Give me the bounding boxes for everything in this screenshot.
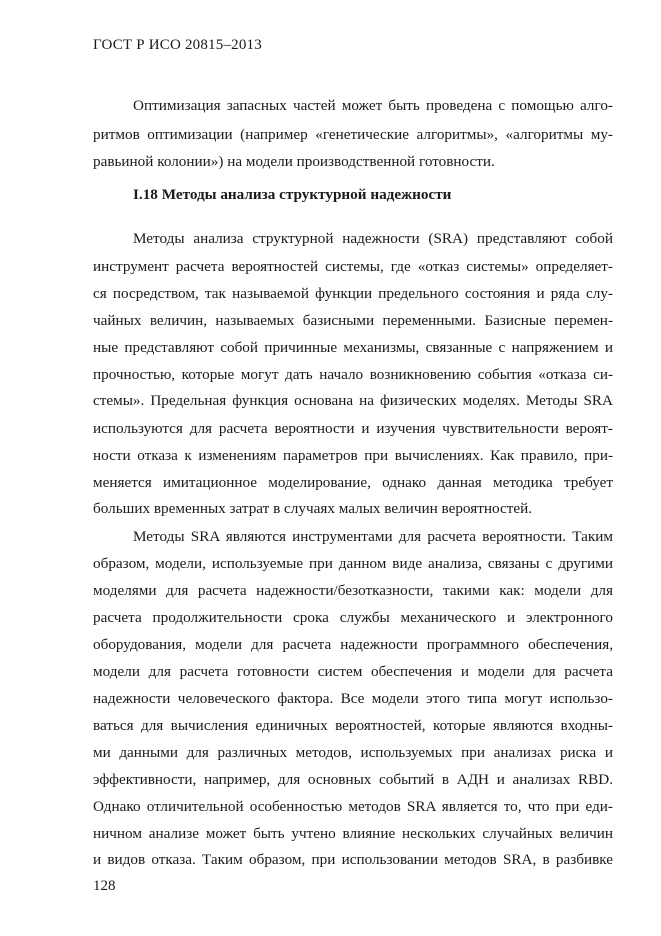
paragraph2-line: ми данными для различных методов, используемых при анализах риска и bbox=[93, 744, 613, 761]
paragraph2-line: моделями для расчета надежности/безотказности, такими как: модели для bbox=[93, 582, 613, 599]
paragraph2-line: оборудования, модели для расчета надежности программного обеспечения, bbox=[93, 636, 613, 653]
paragraph1-line: прочностью, которые могут дать начало возникновению события «отказа си- bbox=[93, 366, 613, 383]
paragraph1-line: стемы». Предельная функция основана на физических моделях. Методы SRA bbox=[93, 392, 613, 409]
paragraph1-line: ся посредством, так называемой функции предельного состояния и ряда слу- bbox=[93, 285, 613, 302]
running-header: ГОСТ Р ИСО 20815–2013 bbox=[93, 37, 262, 53]
page-number: 128 bbox=[93, 878, 116, 894]
paragraph1-line: Методы анализа структурной надежности (SRA) представляют собой bbox=[133, 230, 613, 247]
paragraph2-line: модели для расчета готовности систем обеспечения и модели для расчета bbox=[93, 663, 613, 680]
paragraph1-line: ные представляют собой причинные механизмы, связанные с напряжением и bbox=[93, 339, 613, 356]
paragraph2-line: Методы SRA являются инструментами для расчета вероятности. Таким bbox=[133, 528, 613, 545]
paragraph2-line: ничном анализе может быть учтено влияние нескольких случайных величин bbox=[93, 825, 613, 842]
paragraph1-line: ности отказа к изменениям параметров при вычислениях. Как правило, при- bbox=[93, 447, 613, 464]
intro-paragraph-line: Оптимизация запасных частей может быть проведена с помощью алго- bbox=[133, 97, 613, 114]
intro-paragraph-line: ритмов оптимизации (например «генетические алгоритмы», «алгоритмы му- bbox=[93, 126, 613, 143]
paragraph2-line: Однако отличительной особенностью методов SRA является то, что при еди- bbox=[93, 798, 613, 815]
paragraph2-line: образом, модели, используемые при данном виде анализа, связаны с другими bbox=[93, 555, 613, 572]
paragraph1-line: меняется имитационное моделирование, однако данная методика требует bbox=[93, 474, 613, 491]
paragraph2-line: эффективности, например, для основных событий в АДН и анализах RBD. bbox=[93, 771, 613, 788]
paragraph2-line: расчета продолжительности срока службы механического и электронного bbox=[93, 609, 613, 626]
section-heading: I.18 Методы анализа структурной надежности bbox=[133, 186, 452, 203]
paragraph2-line: надежности человеческого фактора. Все модели этого типа могут использо- bbox=[93, 690, 613, 707]
intro-paragraph-line: равьиной колонии») на модели производственной готовности. bbox=[93, 153, 495, 170]
paragraph1-line: инструмент расчета вероятностей системы, где «отказ системы» определяет- bbox=[93, 258, 613, 275]
paragraph1-line: чайных величин, называемых базисными переменными. Базисные перемен- bbox=[93, 312, 613, 329]
paragraph2-line: и видов отказа. Таким образом, при использовании методов SRA, в разбивке bbox=[93, 851, 613, 868]
paragraph2-line: ваться для вычисления единичных вероятностей, которые являются входны- bbox=[93, 717, 613, 734]
paragraph1-line: используются для расчета вероятности и изучения чувствительности вероят- bbox=[93, 420, 613, 437]
paragraph1-line: больших временных затрат в случаях малых величин вероятностей. bbox=[93, 500, 532, 517]
